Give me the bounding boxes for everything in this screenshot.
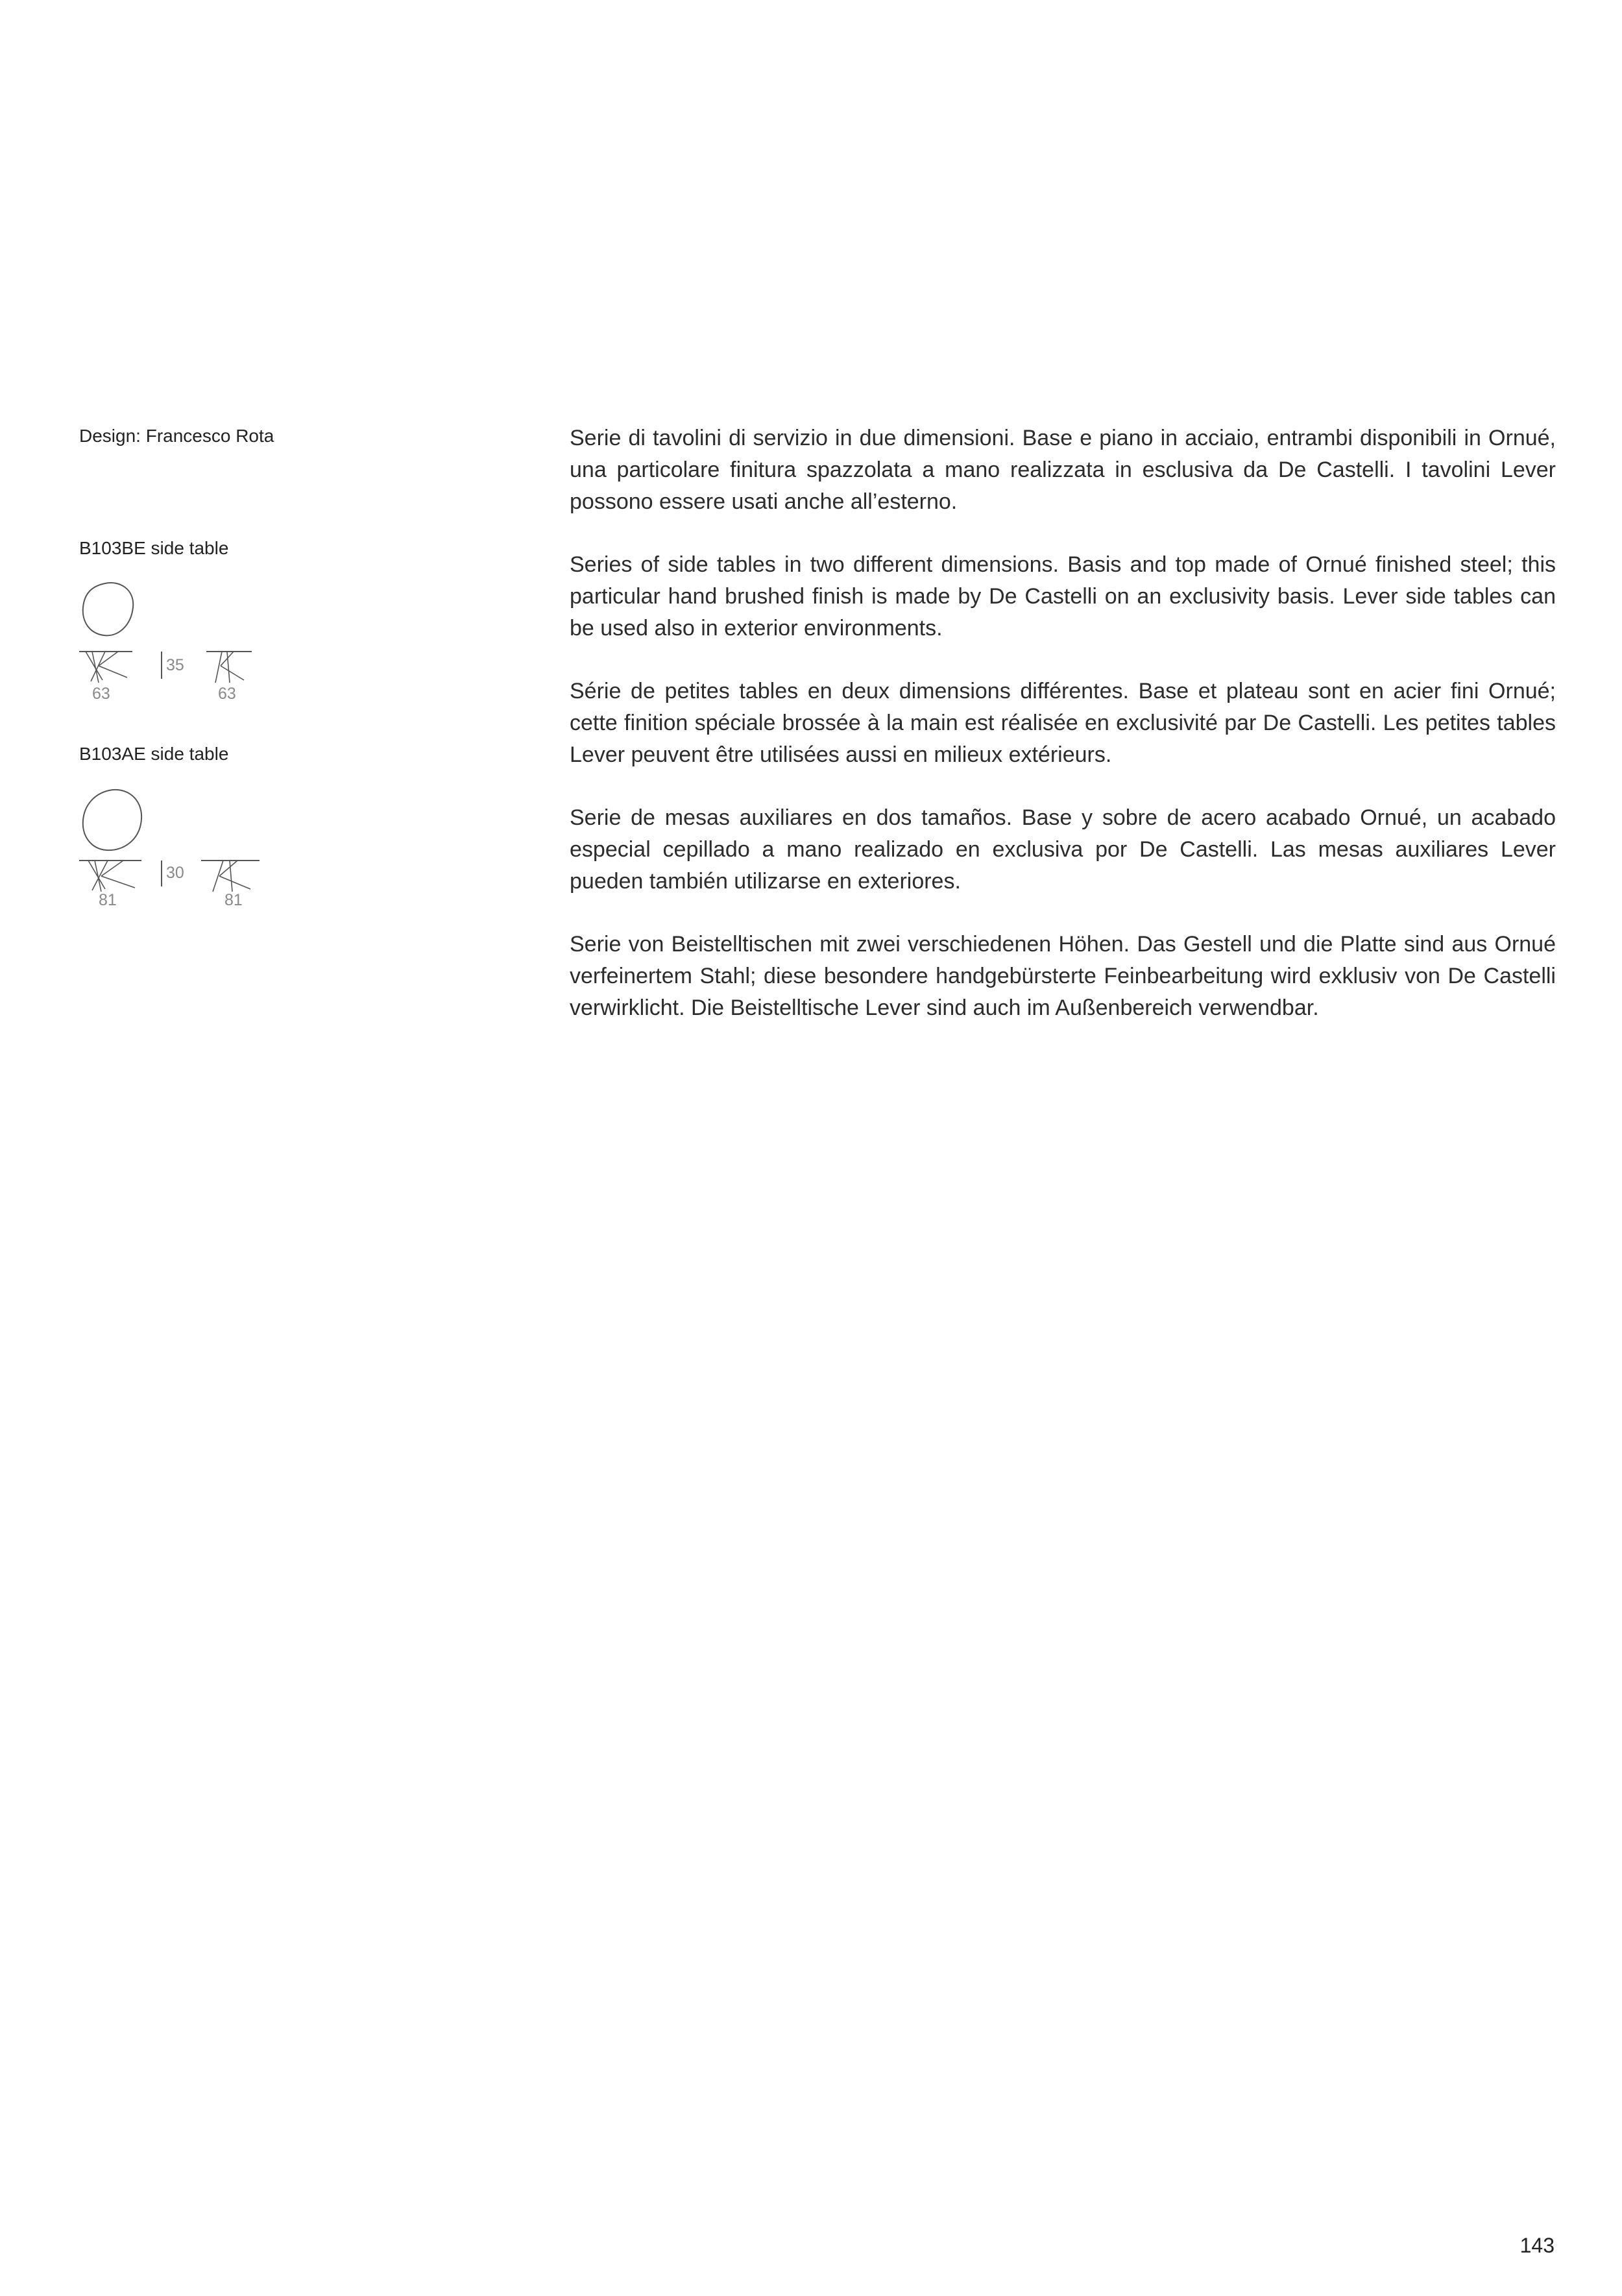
description-german: Serie von Beistelltischen mit zwei verschiedenen Höhen. Das Gestell und die Platte sind aus Ornué verfeinertem Stahl; diese besondere handgebürsterte Feinbearbeitung wird exklusiv von De Castelli verwirklicht. Die Beistelltische Lever sind auch im Außenbereich verwendbar.: [570, 932, 1556, 1020]
description-french: Série de petites tables en deux dimensions différentes. Base et plateau sont en acier fini Ornué; cette finition spéciale brossée à la main est réalisée en exclusivité par De Castelli. Les petites tables Lever peuvent être utilisées aussi en milieux extérieurs.: [570, 679, 1556, 767]
table-side-view-icon: [79, 649, 132, 685]
width-left-value: 81: [99, 891, 117, 909]
description-english: Series of side tables in two different dimensions. Basis and top made of Ornué finished steel; this particular hand brushed finish is made by De Castelli on an exclusivity basis. Lever side tables can be used also in exterior environments.: [570, 552, 1556, 641]
table-front-view-icon: [206, 649, 252, 685]
height-marker-icon: [160, 861, 163, 886]
width-right-value: 63: [218, 685, 236, 703]
height-value: 35: [166, 656, 184, 674]
description-spanish: Serie de mesas auxiliares en dos tamaños. Base y sobre de acero acabado Ornué, un acabado especial cepillado a mano realizado en exclusiva por De Castelli. Las mesas auxiliares Lever pueden también utilizarse en exteriores.: [570, 805, 1556, 894]
description-italian: Serie di tavolini di servizio in due dimensioni. Base e piano in acciaio, entrambi disponibili in Ornué, una particolare finitura spazzolata a mano realizzata in esclusiva da De Castelli. I tavolini Lever possono essere usati anche all’esterno.: [570, 426, 1556, 514]
tabletop-outline-icon: [79, 578, 144, 642]
tabletop-outline-icon: [79, 784, 151, 855]
designer-credit: Design: Francesco Rota: [79, 426, 274, 446]
page-number: 143: [1519, 2234, 1555, 2257]
description-column: [570, 422, 1556, 1055]
table-side-view-icon: [79, 858, 141, 894]
height-marker-icon: [160, 652, 163, 679]
width-right-value: 81: [224, 891, 243, 909]
height-value: 30: [166, 864, 184, 882]
product-code-label: B103AE side table: [79, 744, 229, 764]
product-code-label: B103BE side table: [79, 538, 229, 558]
table-front-view-icon: [201, 858, 260, 894]
width-left-value: 63: [92, 685, 110, 703]
